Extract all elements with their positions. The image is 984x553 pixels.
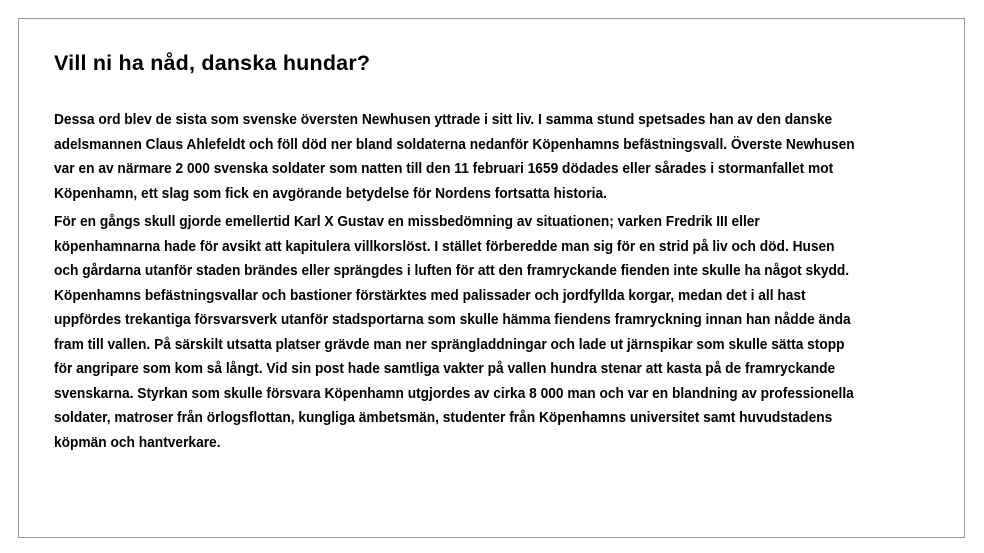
article-title: Vill ni ha nåd, danska hundar? — [54, 51, 371, 75]
article-paragraph-1: Dessa ord blev de sista som svenske översten Newhusen yttrade i sitt liv. I samma stund spetsades han av den danske adelsmannen Claus Ahlefeldt och föll död ner bland soldaterna nedanför Köpenhamns befästningsvall. Överste Newhusen var en av närmare 2 000 svenska soldater som natten till den 11 februari 1659 dödades eller sårades i stormanfallet mot Köpenhamn, ett slag som fick en avgörande betydelse för Nordens fortsatta historia. — [54, 111, 855, 202]
article-body — [54, 108, 859, 455]
article-paragraph-2: För en gångs skull gjorde emellertid Karl X Gustav en missbedömning av situationen; varken Fredrik III eller köpenhamnarna hade för avsikt att kapitulera villkorslöst. I stället förberedde man sig för en strid på liv och död. Husen och gårdarna utanför staden brändes eller sprängdes i luften för att den framryckande fienden inte skulle ha något skydd. Köpenhamns befästningsvallar och bastioner förstärktes med palissader och jordfyllda korgar, medan det i all hast uppfördes trekantiga försvarsverk utanför stadsportarna som skulle hämma fiendens framryckning innan han nådde ända fram till vallen. På särskilt utsatta platser grävde man ner sprängladdningar och lade ut järnspikar som skulle sätta stopp för angripare som kom så långt. Vid sin post hade samtliga vakter på vallen hundra stenar att kasta på de framryckande svenskarna. Styrkan som skulle försvara Köpenhamn utgjordes av cirka 8 000 man och var en blandning av professionella soldater, matroser från örlogsflottan, kungliga ämbetsmän, studenter från Köpenhamns universitet samt huvudstadens köpmän och hantverkare. — [54, 213, 854, 451]
document-frame — [18, 18, 965, 538]
